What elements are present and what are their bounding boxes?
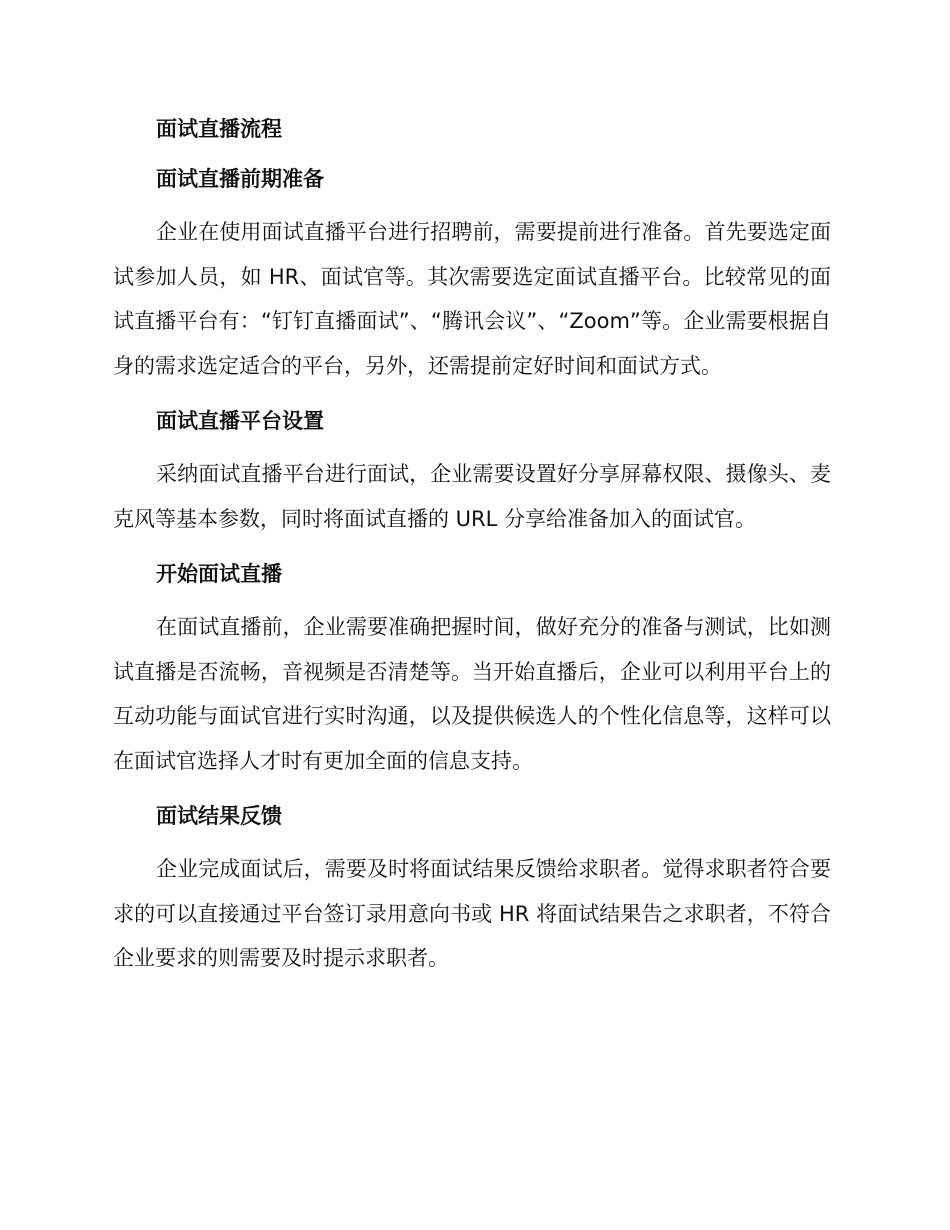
spacer bbox=[113, 440, 831, 452]
document-title: 面试直播流程 bbox=[156, 117, 282, 141]
section-paragraph-preparation: 企业在使用面试直播平台进行招聘前，需要提前进行准备。首先要选定面试参加人员，如 HR、面试官等。其次需要选定面试直播平台。比较常见的面试直播平台有：“钉钉直播面试”、“腾讯会议”、“Zoom”等。企业需要根据自身的需求选定适合的平台，另外，还需提前定好时间和面试方式。 bbox=[113, 220, 831, 378]
spacer bbox=[113, 148, 831, 160]
spacer bbox=[113, 541, 831, 555]
spacer bbox=[113, 198, 831, 210]
spacer bbox=[113, 593, 831, 605]
spacer bbox=[113, 835, 831, 847]
section-heading-feedback: 面试结果反馈 bbox=[156, 804, 282, 828]
section-paragraph-feedback: 企业完成面试后，需要及时将面试结果反馈给求职者。觉得求职者符合要求的可以直接通过平台签订录用意向书或 HR 将面试结果告之求职者，不符合企业要求的则需要及时提示求职者。 bbox=[113, 857, 831, 970]
section-paragraph-platform-setup: 采纳面试直播平台进行面试，企业需要设置好分享屏幕权限、摄像头、麦克风等基本参数，同时将面试直播的 URL 分享给准备加入的面试官。 bbox=[113, 462, 831, 531]
section-heading-platform-setup: 面试直播平台设置 bbox=[156, 409, 324, 433]
section-heading-start-live: 开始面试直播 bbox=[156, 562, 282, 586]
document-body bbox=[113, 110, 831, 981]
spacer bbox=[113, 388, 831, 402]
section-paragraph-start-live: 在面试直播前，企业需要准确把握时间，做好充分的准备与测试，比如测试直播是否流畅，音视频是否清楚等。当开始直播后，企业可以利用平台上的互动功能与面试官进行实时沟通，以及提供候选人的个性化信息等，这样可以在面试官选择人才时有更加全面的信息支持。 bbox=[113, 615, 831, 773]
spacer bbox=[113, 783, 831, 797]
section-heading-preparation: 面试直播前期准备 bbox=[156, 167, 324, 191]
